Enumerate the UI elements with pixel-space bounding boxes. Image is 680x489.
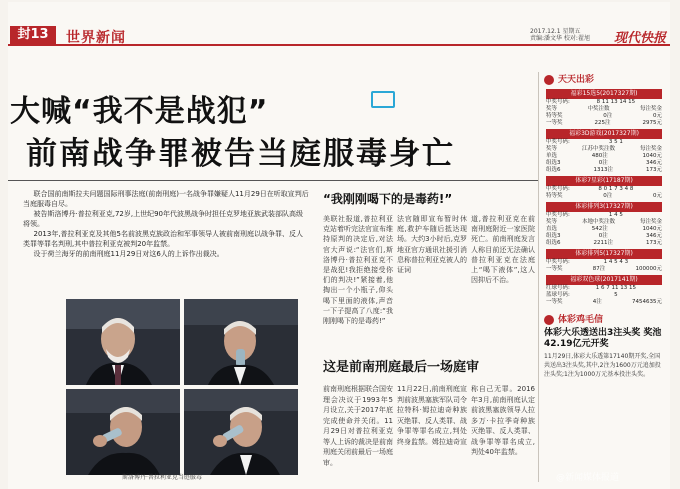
lottery-row [546, 240, 662, 247]
lottery-row [546, 285, 662, 292]
lottery-row [546, 160, 662, 167]
lottery-cell: 本地中奖注数 [581, 219, 615, 225]
lead-paragraph: 设于荷兰海牙的前南刑庭11月29日对这6人的上诉作出裁决。 [33, 250, 224, 258]
lottery-cell: 中奖号码: [546, 212, 570, 218]
lottery-title: 体彩排列5(17327期) [546, 249, 662, 259]
quote-column: 法官随即宣布暂时休庭,救护车随后抵达现场。大约3小时后,克罗地亚官方通讯社援引消息称普拉利亚克被人的证词 [397, 215, 467, 275]
lottery-cell: 1040元 [642, 153, 662, 159]
headline-line-2: 前南战争罪被告当庭服毒身亡 [26, 136, 455, 172]
lottery-cell: 中奖号码: [546, 99, 570, 105]
sub-column: 前南刑庭根据联合国安理会决议于1993年5月设立,关于2017年底完成使命并关闭。11月29日对普拉利亚克等人上诉的裁决是前南刑庭关闭前最后一场庭审。 [323, 385, 393, 467]
lottery-cell: 100000元 [635, 266, 662, 272]
lottery-cell: 奖等 [546, 219, 558, 225]
news-photo [184, 389, 298, 475]
lottery-block [546, 202, 662, 247]
lottery-cell: 奖等 [546, 146, 558, 152]
lottery-cell: 一等奖 [546, 299, 563, 305]
lottery-row [546, 292, 662, 299]
lottery-cell: 组选6 [546, 240, 561, 246]
lottery-title: 体彩7星彩(17187期) [546, 176, 662, 186]
lottery-title: 福彩3D游戏(2017327期) [546, 129, 662, 139]
lottery-row [546, 153, 662, 160]
lottery-row [546, 193, 662, 200]
lottery-cell: 特等奖 [546, 193, 563, 199]
ad-body: 11月29日,体彩大乐透第17140期开奖,全国共送出3注头奖,其中,2注为1600万元追加投注头奖;1注为1000万元基本投注头奖。 [544, 353, 661, 378]
lottery-title: 体彩排列3(17327期) [546, 202, 662, 212]
quote-column: 美联社报道,普拉利亚克站着听完法官宣布维持原判的决定后,对法官大声说:“法官们,斯洛博丹·普拉利亚克不是战犯!我拒绝接受你们的判决!”紧接着,他掏出一个小瓶子,仰头喝下里面的液体,声音一下子提高了八度:“我刚刚喝下的是毒药!” [323, 215, 393, 326]
lottery-cell: 中奖号码: [546, 259, 570, 265]
lottery-row [546, 212, 662, 219]
lottery-cell: 173元 [646, 240, 662, 246]
masthead-meta [530, 28, 590, 42]
lottery-cell: 每注奖金 [639, 146, 662, 152]
lottery-cell: 8 11 13 14 15 [596, 99, 636, 105]
lottery-cell: 1 4 5 [608, 212, 623, 218]
column-divider [538, 72, 539, 482]
lottery-cell: 一等奖 [546, 266, 563, 272]
headline-line-1: 大喊“我不是战犯” [10, 94, 269, 129]
lottery-results [540, 89, 668, 306]
lottery-cell: 2211注 [593, 240, 613, 246]
news-photo [66, 299, 180, 385]
lottery-cell: 蓝球号码: [546, 292, 570, 298]
news-photo [66, 389, 180, 475]
lottery-row [546, 113, 662, 120]
photo-grid [66, 299, 298, 475]
lottery-cell: 0元 [653, 193, 662, 199]
lottery-cell: 一等奖 [546, 120, 563, 126]
lottery-cell: 0注 [603, 193, 613, 199]
lottery-title: 福彩双色球(2017141期) [546, 275, 662, 285]
lottery-cell: 每注奖金 [639, 106, 662, 112]
lottery-row [546, 167, 662, 174]
ad-title: 体彩大乐透送出3注头奖 奖池42.19亿元开奖 [544, 328, 662, 349]
lottery-cell: 1313注 [593, 167, 613, 173]
lottery-cell: 直选 [546, 226, 558, 232]
lead-paragraph: 被告斯洛博丹·普拉利亚克,72岁,上世纪90年代波黑战争时担任克罗地亚族武装部队高级将领。 [23, 210, 303, 228]
sub-column: 11月22日,前南刑庭宣判前波黑塞族军队司令拉特科·姆拉迪奇种族灭绝罪、反人类罪、战争罪等罪名成立,判处终身监禁。姆拉迪奇宣 [397, 385, 467, 446]
lottery-cell: 225注 [594, 120, 611, 126]
sub-column: 称自己无罪。2016年3月,前南刑庭认定前波黑塞族领导人拉多万·卡拉季奇种族灭绝罪、反人类罪、战争罪等罪名成立,判处40年监禁。 [471, 385, 535, 456]
lottery-cell: 0元 [653, 113, 662, 119]
lottery-cell: 每注奖金 [639, 219, 662, 225]
lottery-row [546, 139, 662, 146]
lottery-cell: 4注 [592, 299, 602, 305]
lead-paragraph: 联合国前南斯拉夫问题国际刑事法庭(前南刑庭)一名战争罪嫌疑人11月29日在听取宣判后当庭服毒自尽。 [23, 190, 309, 208]
lottery-block [546, 129, 662, 174]
headline-rule [8, 180, 538, 181]
lottery-cell: 奖等 [546, 106, 558, 112]
lottery-block [546, 89, 662, 127]
masthead [8, 24, 670, 46]
sub-section-title: 这是前南刑庭最后一场庭审 [323, 360, 480, 375]
lottery-cell: 3 5 1 [608, 139, 623, 145]
lottery-cell: 中奖号码: [546, 139, 570, 145]
lottery-row [546, 219, 662, 226]
lottery-block [546, 275, 662, 306]
lottery-block [546, 176, 662, 200]
lottery-cell: 单选 [546, 153, 558, 159]
lottery-block [546, 249, 662, 273]
lottery-cell: 组选3 [546, 160, 561, 166]
lottery-row [546, 99, 662, 106]
section-title: 世界新闻 [66, 30, 126, 46]
decorative-frame-icon [371, 91, 395, 108]
lottery-row [546, 120, 662, 127]
lottery-cell: 中奖号码: [546, 186, 570, 192]
lottery-cell: 2975元 [642, 120, 662, 126]
photo-caption: 斯洛博丹·普拉利亚克当庭服毒 [122, 474, 202, 481]
paper-logo: 现代快报 [614, 31, 667, 46]
lottery-cell: 组选6 [546, 167, 561, 173]
lottery-row [546, 226, 662, 233]
ad-heading-label: 体彩鸡毛信 [558, 315, 604, 325]
watermark: @新闻媒体报道 [556, 473, 620, 483]
lottery-title: 福彩15选5(2017327期) [546, 89, 662, 99]
lottery-sidebar [540, 72, 668, 489]
lottery-row [546, 259, 662, 266]
lottery-cell: 480注 [591, 153, 608, 159]
lottery-cell: 542注 [591, 226, 608, 232]
lottery-cell: 江苏中奖注数 [581, 146, 615, 152]
newspaper-sheet [8, 2, 670, 489]
news-photo [184, 299, 298, 385]
sun-icon [544, 75, 554, 85]
lottery-row [546, 106, 662, 113]
lottery-cell: 红球号码: [546, 285, 570, 291]
lottery-cell: 346元 [646, 233, 662, 239]
lead-article [23, 189, 309, 259]
sidebar-heading-label: 天天出彩 [558, 75, 595, 85]
lottery-cell: 346元 [646, 160, 662, 166]
lottery-cell: 0注 [598, 233, 608, 239]
lottery-cell: 7454635元 [632, 299, 662, 305]
lottery-cell: 0注 [598, 160, 608, 166]
lottery-cell: 组选3 [546, 233, 561, 239]
ad-heading [540, 312, 668, 328]
lead-paragraph: 2013年,普拉利亚克及其他5名前波黑克族政治和军事领导人被前南刑庭以战争罪、反人类罪等罪名判刑,其中普拉利亚克被判20年监禁。 [23, 230, 303, 248]
lottery-cell: 1 6 7 11 13 15 [595, 285, 637, 291]
lottery-cell: 1 4 5 4 3 [603, 259, 629, 265]
section-number: 封13 [10, 26, 56, 44]
lottery-row [546, 299, 662, 306]
lottery-cell: 173元 [646, 167, 662, 173]
sidebar-heading [540, 72, 668, 88]
lottery-ball-icon [544, 315, 554, 325]
lottery-cell: 1040元 [642, 226, 662, 232]
lottery-cell: 0注 [603, 113, 613, 119]
lottery-cell: 特等奖 [546, 113, 563, 119]
quote-column: 道,普拉利亚克在前南刑庭附近一家医院死亡。前南刑庭发言人称目前还无法确认普拉利亚克在法庭上“喝下液体”,这人因抑后不治。 [471, 215, 535, 285]
issue-date: 2017.12.1 星期五 [530, 28, 581, 35]
lottery-row [546, 146, 662, 153]
lottery-row [546, 186, 662, 193]
lottery-cell: 87注 [592, 266, 606, 272]
lottery-cell: 5 [614, 292, 618, 298]
lottery-cell: 中奖注数 [587, 106, 610, 112]
quote-section-title: “我刚刚喝下的是毒药!” [323, 192, 453, 206]
lottery-row [546, 233, 662, 240]
lottery-row [546, 266, 662, 273]
editor-credits: 责编:潘文华 校对:翟旭 [530, 35, 590, 42]
lottery-cell: 8 0 1 7 3 4 8 [598, 186, 634, 192]
